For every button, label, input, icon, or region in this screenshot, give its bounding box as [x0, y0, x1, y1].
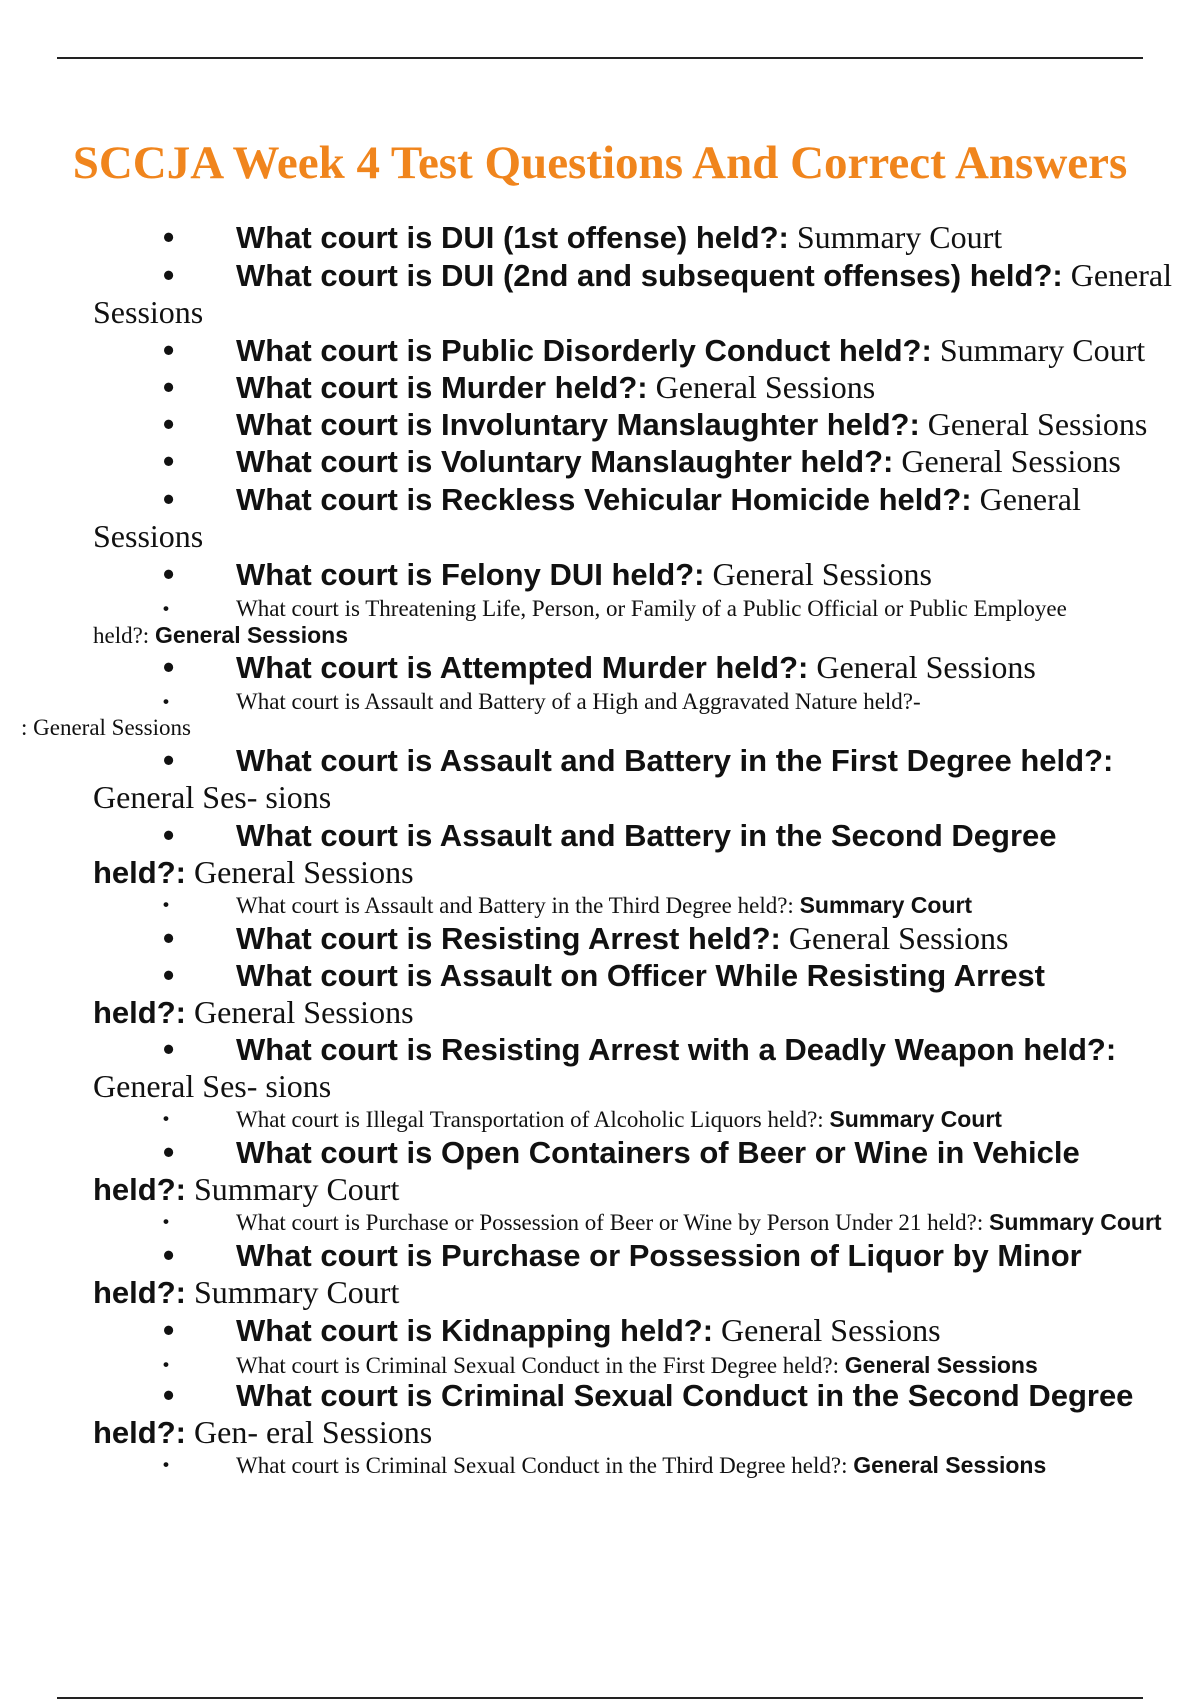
question: What court is Involuntary Manslaughter held?:	[236, 407, 920, 442]
question: What court is Open Containers of Beer or Wine in Vehicle	[236, 1135, 1080, 1170]
qa-item	[93, 481, 1200, 555]
answer: General Sessions	[655, 369, 876, 405]
bottom-rule	[57, 1697, 1143, 1699]
question: What court is Purchase or Possession of Beer or Wine by Person Under 21 held?:	[236, 1210, 984, 1235]
question-continuation	[93, 854, 1200, 891]
qa-item	[93, 556, 1200, 593]
bullet-icon: •	[163, 957, 175, 993]
qa-item	[93, 1209, 1200, 1236]
question: What court is Assault on Officer While Resisting Arrest	[236, 958, 1045, 993]
bullet-icon: •	[163, 1355, 169, 1374]
qa-item	[93, 920, 1200, 957]
qa-item	[93, 742, 1200, 816]
bullet-icon: •	[163, 332, 175, 368]
bullet-icon: •	[163, 219, 175, 255]
answer: General	[979, 481, 1081, 517]
answer: Summary Court	[799, 892, 973, 918]
answer: Summary Court	[939, 332, 1146, 368]
qa-item	[93, 1134, 1200, 1208]
qa-item	[93, 892, 1200, 919]
question: What court is Criminal Sexual Conduct in the Third Degree held?:	[236, 1453, 848, 1478]
answer: : General Sessions	[21, 715, 191, 740]
question-continuation	[93, 1274, 1200, 1311]
answer: General Sessions	[194, 854, 414, 890]
qa-item	[93, 443, 1200, 480]
bullet-icon: •	[163, 1134, 175, 1170]
question: What court is Criminal Sexual Conduct in the Second Degree	[236, 1378, 1134, 1413]
qa-item	[93, 1312, 1200, 1349]
answer: General Sessions	[927, 406, 1148, 442]
answer: Summary Court	[829, 1106, 1002, 1132]
answer: General Sessions	[154, 622, 348, 648]
qa-item	[93, 1031, 1200, 1105]
document-title: SCCJA Week 4 Test Questions And Correct Answers	[72, 137, 1128, 189]
question-tail: held?:	[93, 995, 186, 1030]
bullet-icon: •	[163, 257, 175, 293]
question: What court is Threatening Life, Person, or Family of a Public Official or Public Employee	[236, 596, 1067, 621]
qa-item	[93, 1106, 1200, 1133]
bullet-icon: •	[163, 1312, 175, 1348]
qa-item	[93, 649, 1200, 686]
answer: General Sessions	[844, 1352, 1038, 1378]
question: What court is Illegal Transportation of Alcoholic Liquors held?:	[236, 1107, 824, 1132]
question-continuation	[93, 1171, 1200, 1208]
question: What court is Assault and Battery in the Third Degree held?:	[236, 893, 794, 918]
question: What court is Assault and Battery in the Second Degree	[236, 818, 1057, 853]
question: What court is Resisting Arrest with a Deadly Weapon held?:	[236, 1032, 1117, 1067]
qa-item	[93, 369, 1200, 406]
bullet-icon: •	[163, 1109, 169, 1128]
bullet-icon: •	[163, 599, 169, 618]
bullet-icon: •	[163, 406, 175, 442]
answer: General Sessions	[194, 994, 414, 1030]
bullet-icon: •	[163, 692, 169, 711]
qa-item	[93, 219, 1200, 256]
question: What court is Attempted Murder held?:	[236, 650, 809, 685]
question-continuation	[93, 994, 1200, 1031]
question: What court is DUI (1st offense) held?:	[236, 220, 789, 255]
question: What court is Felony DUI held?:	[236, 557, 705, 592]
answer: Summary Court	[989, 1209, 1162, 1235]
answer: General Sessions	[853, 1452, 1047, 1478]
question-tail: held?:	[93, 623, 150, 648]
question: What court is Murder held?:	[236, 370, 648, 405]
answer: General Ses- sions	[93, 1068, 332, 1104]
question-tail: held?:	[93, 1415, 186, 1450]
question-continuation	[93, 622, 1200, 649]
qa-item	[93, 257, 1200, 331]
bullet-icon: •	[163, 481, 175, 517]
answer-continuation: Sessions	[93, 294, 204, 330]
qa-item	[93, 1352, 1200, 1379]
question: What court is Assault and Battery in the First Degree held?:	[236, 743, 1114, 778]
question-tail: held?:	[93, 855, 186, 890]
question: What court is Resisting Arrest held?:	[236, 921, 781, 956]
bullet-icon: •	[163, 742, 175, 778]
qa-item	[93, 817, 1200, 891]
question: What court is Kidnapping held?:	[236, 1313, 714, 1348]
qa-item	[93, 596, 1200, 649]
question: What court is DUI (2nd and subsequent offenses) held?:	[236, 258, 1063, 293]
bullet-icon: •	[163, 1212, 169, 1231]
answer: Summary Court	[194, 1171, 400, 1207]
question: What court is Purchase or Possession of Liquor by Minor	[236, 1238, 1082, 1273]
question-tail: held?:	[93, 1275, 186, 1310]
qa-item	[21, 689, 1200, 741]
question: What court is Criminal Sexual Conduct in the First Degree held?:	[236, 1353, 839, 1378]
answer: General Sessions	[816, 649, 1036, 685]
bullet-icon: •	[163, 817, 175, 853]
bullet-icon: •	[163, 1377, 175, 1413]
answer: Summary Court	[194, 1274, 400, 1310]
qa-item	[93, 332, 1200, 369]
answer: Summary Court	[796, 219, 1003, 255]
bullet-icon: •	[163, 1031, 175, 1067]
qa-item	[93, 957, 1200, 1031]
question: What court is Voluntary Manslaughter held?:	[236, 444, 894, 479]
bullet-icon: •	[163, 1455, 169, 1474]
answer: General Sessions	[721, 1312, 941, 1348]
qa-item	[93, 1237, 1200, 1311]
question: What court is Public Disorderly Conduct held?:	[236, 333, 932, 368]
bullet-icon: •	[163, 895, 169, 914]
question: What court is Reckless Vehicular Homicide held?:	[236, 482, 972, 517]
bullet-icon: •	[163, 1237, 175, 1273]
question-continuation	[93, 1414, 1200, 1451]
answer-continuation: Sessions	[93, 518, 204, 554]
qa-item	[93, 1452, 1200, 1479]
answer: General Sessions	[901, 443, 1121, 479]
qa-item	[93, 1377, 1200, 1451]
bullet-icon: •	[163, 369, 175, 405]
answer: General Ses- sions	[93, 779, 332, 815]
question-tail: held?:	[93, 1172, 186, 1207]
qa-item	[93, 406, 1200, 443]
answer: General Sessions	[712, 556, 932, 592]
bullet-icon: •	[163, 649, 175, 685]
bullet-icon: •	[163, 920, 175, 956]
question: What court is Assault and Battery of a High and Aggravated Nature held?-	[236, 689, 921, 714]
answer: Gen- eral Sessions	[194, 1414, 433, 1450]
answer: General	[1070, 257, 1172, 293]
answer: General Sessions	[788, 920, 1009, 956]
bullet-icon: •	[163, 556, 175, 592]
bullet-icon: •	[163, 443, 175, 479]
